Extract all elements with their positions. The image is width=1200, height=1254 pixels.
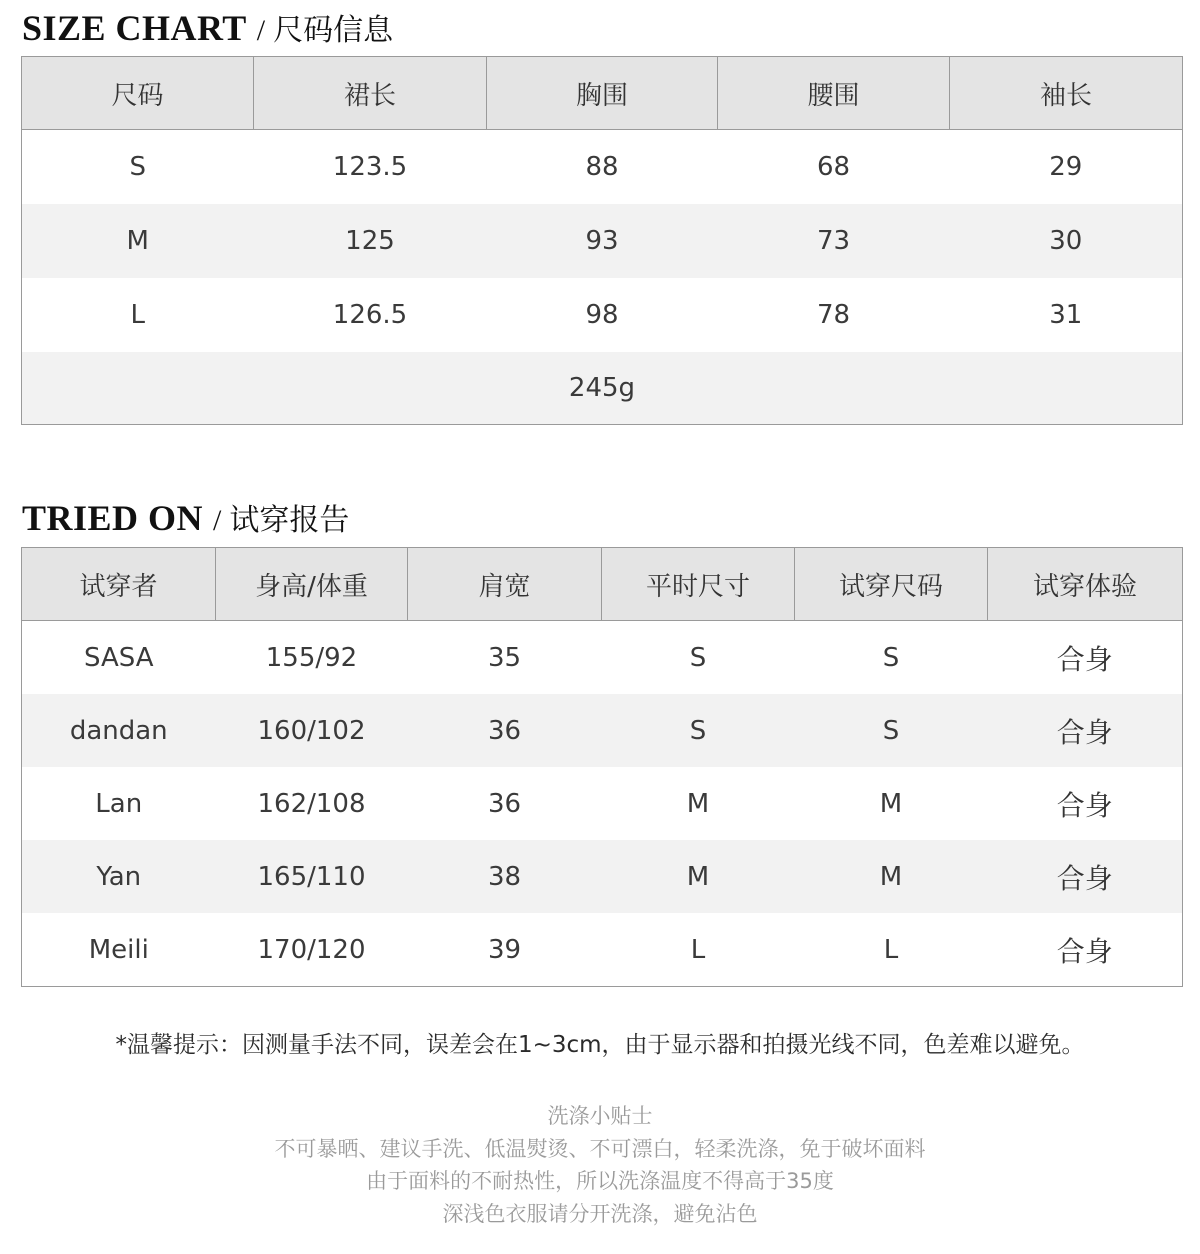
- table-cell: 合身: [988, 767, 1183, 840]
- table-cell: 合身: [988, 840, 1183, 913]
- table-cell: 合身: [988, 913, 1183, 987]
- table-cell: L: [602, 913, 795, 987]
- tried-on-title: [22, 500, 349, 536]
- table-cell: 31: [950, 278, 1183, 352]
- washing-tip-line: 由于面料的不耐热性，所以洗涤温度不得高于35度: [366, 1169, 834, 1193]
- table-cell: 98: [487, 278, 718, 352]
- table-cell: 126.5: [254, 278, 487, 352]
- table-cell: SASA: [22, 621, 216, 695]
- table-cell: 162/108: [216, 767, 408, 840]
- table-cell: 29: [950, 130, 1183, 205]
- table-cell: 73: [718, 204, 950, 278]
- washing-tip-line: 不可暴晒、建议手洗、低温熨烫、不可漂白，轻柔洗涤，免于破坏面料: [274, 1136, 926, 1161]
- table-row: [22, 767, 1183, 840]
- size-chart-title: [22, 10, 393, 46]
- size-chart-title-en: SIZE CHART: [22, 8, 247, 48]
- size-chart-title-slash: /: [256, 14, 266, 47]
- table-cell: M: [22, 204, 254, 278]
- tried-on-header-row: [22, 548, 1183, 621]
- tried-on-title-zh: 试穿报告: [229, 503, 350, 538]
- table-cell: M: [602, 840, 795, 913]
- table-row: [22, 278, 1183, 352]
- table-cell: 123.5: [254, 130, 487, 205]
- table-cell: 170/120: [216, 913, 408, 987]
- table-row: [22, 694, 1183, 767]
- tried-on-table: [21, 547, 1183, 987]
- table-cell: dandan: [22, 694, 216, 767]
- tried-on-title-slash: /: [213, 504, 222, 537]
- table-cell: 30: [950, 204, 1183, 278]
- table-cell: 合身: [988, 694, 1183, 767]
- table-cell: S: [22, 130, 254, 205]
- table-cell: 36: [408, 694, 602, 767]
- table-cell: S: [795, 621, 988, 695]
- tried-header-shoulder: 肩宽: [408, 548, 602, 621]
- table-row: [22, 621, 1183, 695]
- table-cell: 合身: [988, 621, 1183, 695]
- table-cell: M: [602, 767, 795, 840]
- table-cell: 35: [408, 621, 602, 695]
- table-cell: 125: [254, 204, 487, 278]
- size-header-sleeve: 袖长: [950, 57, 1183, 130]
- table-cell: L: [22, 278, 254, 352]
- size-chart-title-zh: 尺码信息: [273, 13, 394, 48]
- tried-header-tester: 试穿者: [22, 548, 216, 621]
- table-row: [22, 130, 1183, 205]
- size-header-dress-length: 裙长: [254, 57, 487, 130]
- table-cell: 36: [408, 767, 602, 840]
- size-header-waist: 腰围: [718, 57, 950, 130]
- table-cell: 38: [408, 840, 602, 913]
- tried-header-usual-size: 平时尺寸: [602, 548, 795, 621]
- measurement-tip: *温馨提示：因测量手法不同，误差会在1~3cm，由于显示器和拍摄光线不同，色差难以避免。: [115, 1032, 1085, 1058]
- weight-row: [22, 352, 1183, 425]
- size-chart-table: [21, 56, 1183, 425]
- table-cell: 88: [487, 130, 718, 205]
- table-row: [22, 204, 1183, 278]
- table-cell: 68: [718, 130, 950, 205]
- table-cell: 160/102: [216, 694, 408, 767]
- table-cell: Yan: [22, 840, 216, 913]
- table-cell: M: [795, 840, 988, 913]
- table-cell: 165/110: [216, 840, 408, 913]
- table-cell: S: [602, 694, 795, 767]
- tried-header-height-weight: 身高/体重: [216, 548, 408, 621]
- washing-tips-title: 洗涤小贴士: [547, 1104, 653, 1128]
- table-cell: S: [602, 621, 795, 695]
- table-row: [22, 913, 1183, 987]
- table-cell: L: [795, 913, 988, 987]
- table-cell: 93: [487, 204, 718, 278]
- table-cell: 155/92: [216, 621, 408, 695]
- size-header-bust: 胸围: [487, 57, 718, 130]
- washing-tip-line: 深浅色衣服请分开洗涤，避免沾色: [442, 1201, 758, 1226]
- table-row: [22, 840, 1183, 913]
- garment-weight: 245g: [22, 352, 1183, 425]
- washing-tips: [0, 1100, 1200, 1230]
- table-cell: S: [795, 694, 988, 767]
- table-cell: Lan: [22, 767, 216, 840]
- table-cell: 78: [718, 278, 950, 352]
- table-cell: M: [795, 767, 988, 840]
- table-cell: 39: [408, 913, 602, 987]
- size-chart-header-row: [22, 57, 1183, 130]
- tried-header-experience: 试穿体验: [988, 548, 1183, 621]
- size-header-size: 尺码: [22, 57, 254, 130]
- tried-header-tried-size: 试穿尺码: [795, 548, 988, 621]
- table-cell: Meili: [22, 913, 216, 987]
- tried-on-title-en: TRIED ON: [22, 498, 204, 538]
